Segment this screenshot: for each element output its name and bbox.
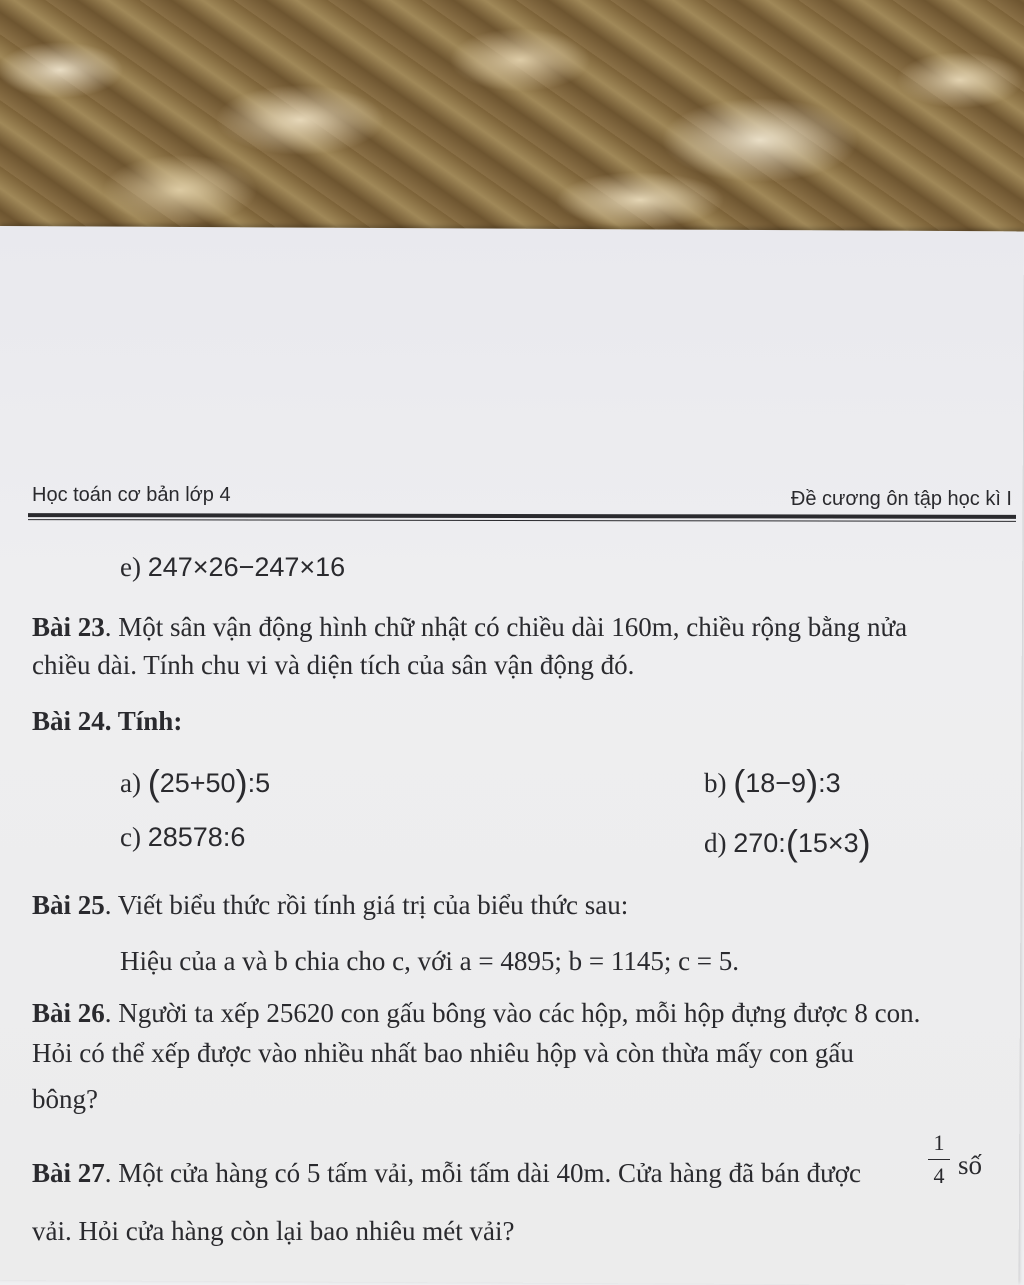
exercise-e-label: e) — [120, 552, 141, 582]
bai27-line2: vải. Hỏi cửa hàng còn lại bao nhiêu mét vải? — [32, 1216, 515, 1246]
bai24-a-tail: :5 — [247, 768, 271, 798]
bai24-d-label: d) — [704, 828, 727, 858]
bai24-d: d) 270:(15×3) — [704, 822, 871, 863]
bai24-d-head: 270: — [733, 828, 786, 858]
bai27-title: Bài 27 — [32, 1158, 105, 1188]
bai24-b-label: b) — [704, 768, 727, 798]
bai27-line1 — [32, 1158, 861, 1189]
bai24-b-tail: :3 — [818, 768, 841, 798]
bai25-line2: Hiệu của a và b chia cho c, với a = 4895; b = 1145; c = 5. — [120, 946, 740, 976]
header-right-title: Đề cương ôn tập học kì I — [790, 488, 1012, 510]
bai24-a: a) (25+50):5 — [120, 762, 271, 803]
bai24-c-label: c) — [120, 822, 141, 852]
bai26-line1 — [32, 998, 920, 1029]
bai23-text1: . Một sân vận động hình chữ nhật có chiều dài 160m, chiều rộng bằng nửa — [104, 612, 908, 642]
bai26-text1: . Người ta xếp 25620 con gấu bông vào các hộp, mỗi hộp đựng được 8 con. — [104, 998, 921, 1028]
bai24-c-expression: 28578:6 — [147, 822, 246, 852]
bai24-a-inner: 25+50 — [159, 768, 236, 798]
bai27-text1: . Một cửa hàng có 5 tấm vải, mỗi tấm dài 40m. Cửa hàng đã bán được — [104, 1158, 862, 1188]
bai25-title: Bài 25 — [32, 890, 105, 920]
bai23-line1 — [32, 612, 907, 643]
bai27-tail: số — [958, 1150, 983, 1180]
bai24-d-inner: 15×3 — [797, 828, 859, 858]
bai25-text1: . Viết biểu thức rồi tính giá trị của biểu thức sau: — [104, 890, 629, 920]
bai26-line3: bông? — [32, 1084, 98, 1114]
bai23-line2: chiều dài. Tính chu vi và diện tích của sân vận động đó. — [32, 650, 635, 680]
bai24-a-label: a) — [120, 768, 141, 798]
bai23-title: Bài 23 — [32, 612, 105, 642]
bai24-b: b) (18−9):3 — [704, 762, 841, 803]
bai27-fraction-bar — [928, 1159, 950, 1160]
bai27-fraction-numerator: 1 — [933, 1130, 945, 1155]
bai27-fraction-denominator: 4 — [933, 1163, 945, 1188]
bai24-c — [120, 822, 245, 853]
bai24-title: Bài 24. Tính: — [32, 706, 183, 736]
exercise-e — [120, 552, 345, 583]
tablecloth-background — [0, 0, 1024, 232]
header-left-title: Học toán cơ bản lớp 4 — [32, 484, 231, 506]
paper-sheet — [0, 226, 1024, 1285]
bai27-fraction — [928, 1130, 950, 1189]
bai26-title: Bài 26 — [32, 998, 105, 1028]
bai24-b-inner: 18−9 — [745, 768, 807, 798]
bai26-line2: Hỏi có thể xếp được vào nhiều nhất bao nhiêu hộp và còn thừa mấy con gấu — [32, 1038, 854, 1068]
exercise-e-expression: 247×26−247×16 — [147, 552, 346, 582]
bai25-line1 — [32, 890, 628, 921]
